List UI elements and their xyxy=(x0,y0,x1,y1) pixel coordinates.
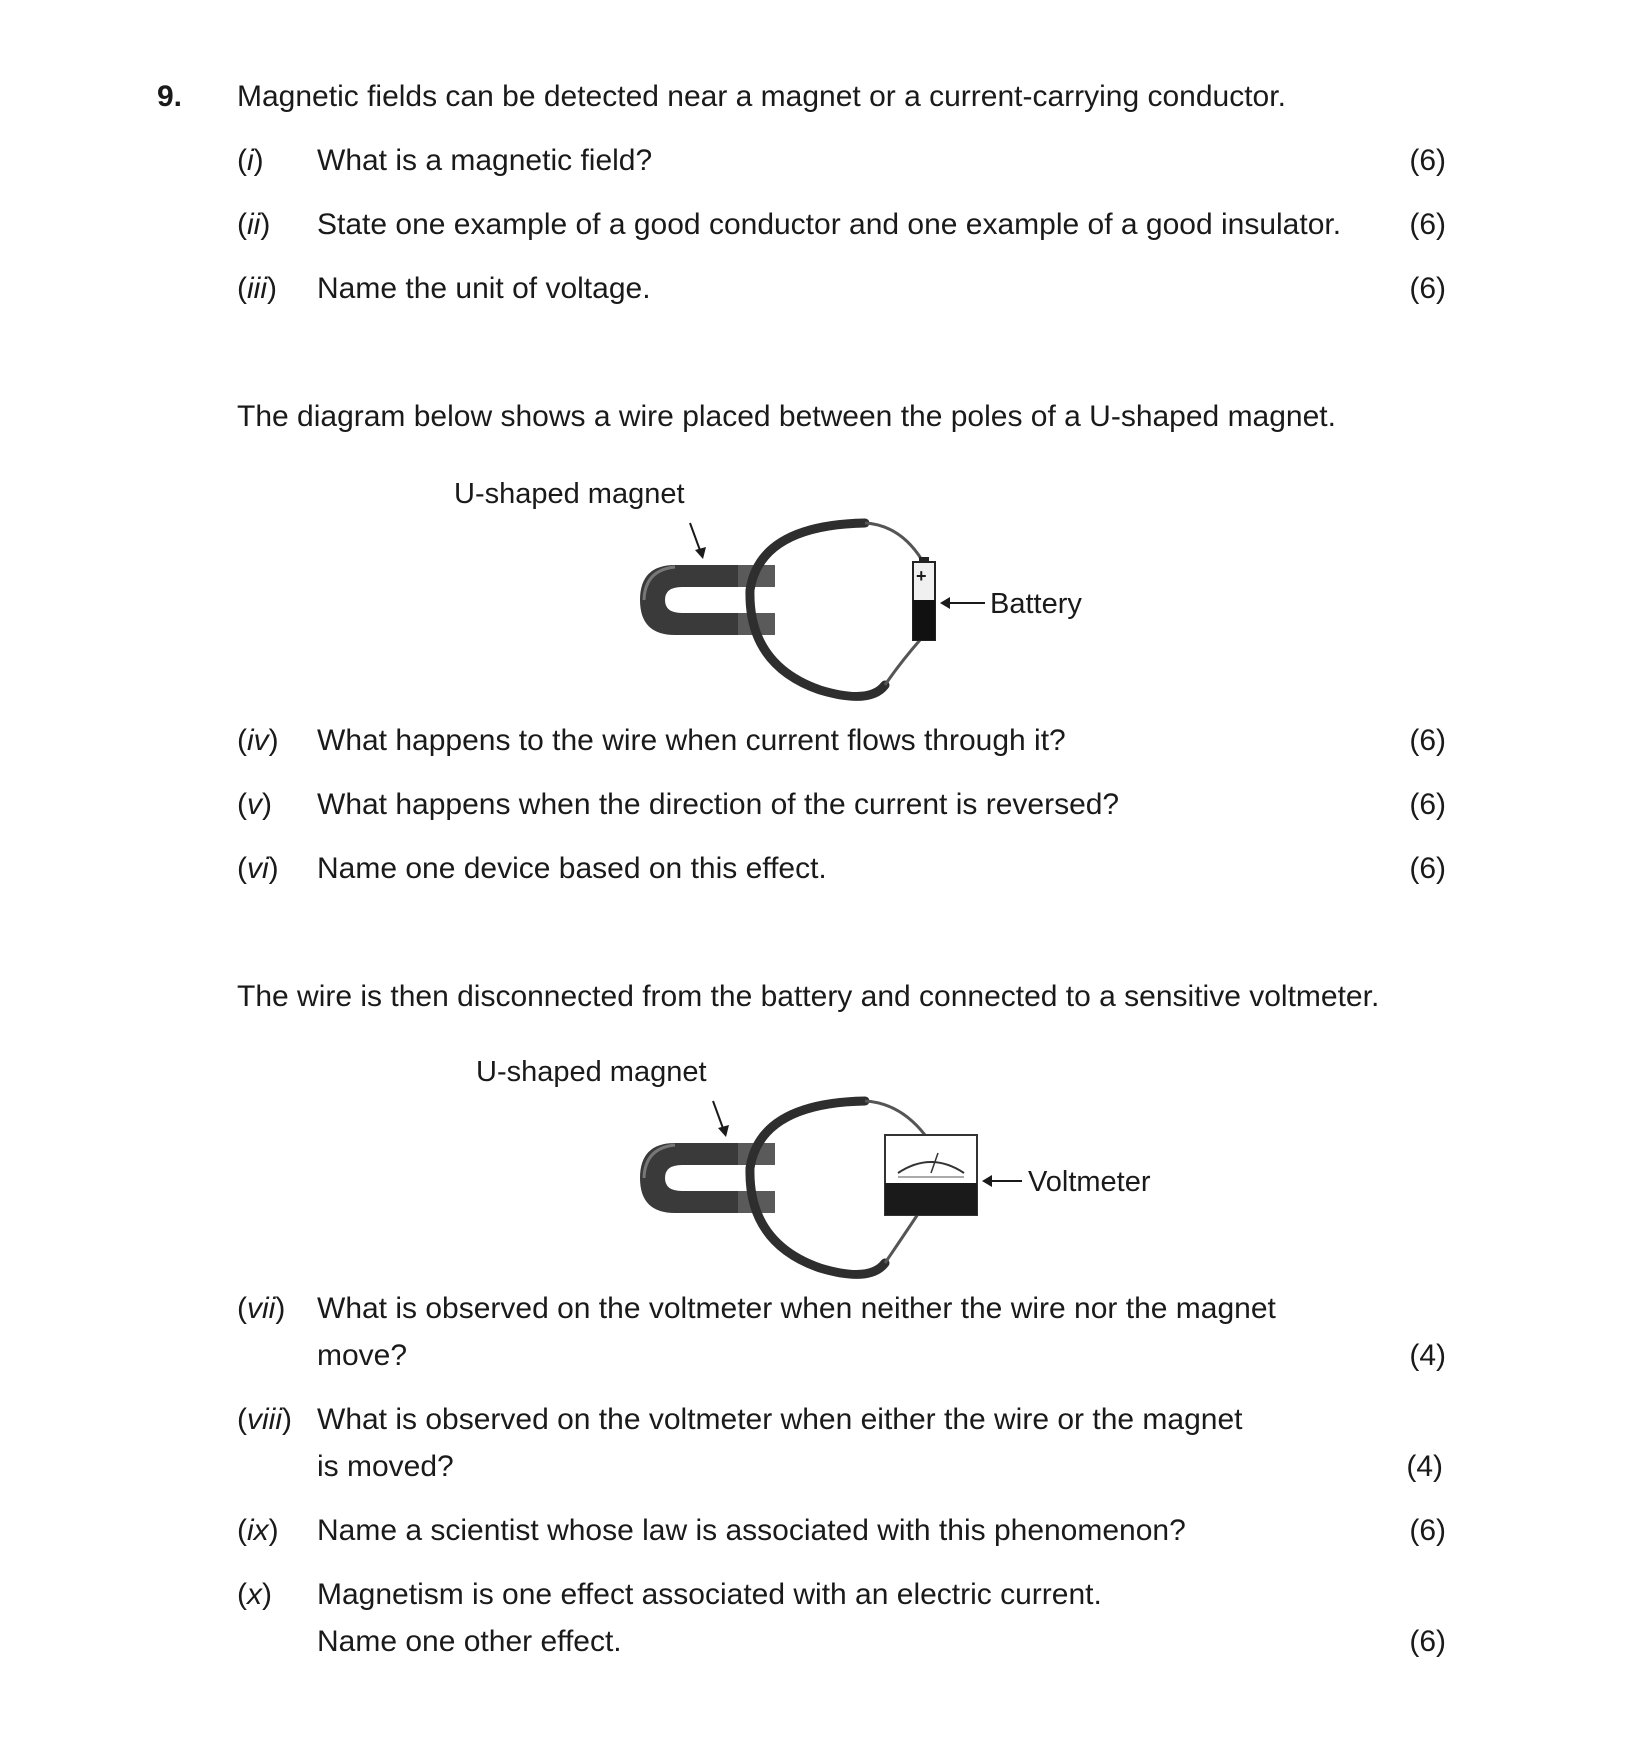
diagram2-voltmeter-label: Voltmeter xyxy=(1028,1166,1151,1198)
magnet-arrow-2 xyxy=(713,1101,724,1131)
part-text-ix: Name a scientist whose law is associated with this phenomenon? xyxy=(317,1514,1186,1547)
part-text-iii: Name the unit of voltage. xyxy=(317,272,651,305)
wire-loop-2 xyxy=(750,1101,885,1274)
part-marks-vii: (4) xyxy=(1409,1339,1446,1372)
part-text-vii-line2: move? xyxy=(317,1339,408,1372)
magnet-arrow xyxy=(690,523,701,553)
part-text-i: What is a magnetic field? xyxy=(317,144,653,177)
part-text-ii: State one example of a good conductor and one example of a good insulator. xyxy=(317,208,1342,241)
part-label-vii: (vii) xyxy=(237,1292,286,1325)
question-number: 9. xyxy=(157,80,183,113)
voltmeter-arrow-head xyxy=(982,1175,992,1187)
part-label-vi: (vi) xyxy=(237,852,279,885)
part-text-vii-line1: What is observed on the voltmeter when neither the wire nor the magnet xyxy=(317,1292,1276,1325)
part-marks-ii: (6) xyxy=(1409,208,1446,241)
diagram1-figure xyxy=(620,515,1140,715)
magnet-arrow-head-2 xyxy=(718,1125,729,1137)
diagram2-figure xyxy=(620,1093,1140,1293)
part-label-iv: (iv) xyxy=(237,724,279,757)
part-text-v: What happens when the direction of the current is reversed? xyxy=(317,788,1120,821)
part-marks-i: (6) xyxy=(1409,144,1446,177)
wire-lead-bottom-2 xyxy=(885,1211,920,1263)
part-label-ii: (ii) xyxy=(237,208,271,241)
voltmeter xyxy=(885,1135,977,1215)
part-marks-viii: (4) xyxy=(1406,1450,1443,1483)
part-text-x-line2: Name one other effect. xyxy=(317,1625,622,1658)
part-marks-x: (6) xyxy=(1409,1625,1446,1658)
part-label-iii: (iii) xyxy=(237,272,277,305)
part-text-viii-line2: is moved? xyxy=(317,1450,454,1483)
wire-lead-top-2 xyxy=(865,1101,925,1135)
question-intro: Magnetic fields can be detected near a magnet or a current-carrying conductor. xyxy=(237,80,1286,113)
part-marks-iv: (6) xyxy=(1409,724,1446,757)
part-text-viii-line1: What is observed on the voltmeter when either the wire or the magnet xyxy=(317,1403,1243,1436)
wire-lead-bottom xyxy=(885,640,920,685)
diagram2-magnet-label: U-shaped magnet xyxy=(476,1056,707,1088)
part-label-i: (i) xyxy=(237,144,264,177)
battery-plus-sign: + xyxy=(916,566,927,586)
part-label-x: (x) xyxy=(237,1578,272,1611)
battery-arrow-head xyxy=(940,597,950,609)
diagram2-caption: The wire is then disconnected from the battery and connected to a sensitive voltmeter. xyxy=(237,980,1380,1013)
part-text-iv: What happens to the wire when current flows through it? xyxy=(317,724,1066,757)
magnet-arrow-head xyxy=(695,547,706,559)
diagram1-magnet-label: U-shaped magnet xyxy=(454,478,685,510)
diagram1-caption: The diagram below shows a wire placed between the poles of a U-shaped magnet. xyxy=(237,400,1336,433)
part-marks-vi: (6) xyxy=(1409,852,1446,885)
part-label-viii: (viii) xyxy=(237,1403,292,1436)
part-marks-iii: (6) xyxy=(1409,272,1446,305)
wire-lead-top xyxy=(865,523,922,560)
part-marks-v: (6) xyxy=(1409,788,1446,821)
part-text-vi: Name one device based on this effect. xyxy=(317,852,827,885)
part-text-x-line1: Magnetism is one effect associated with an electric current. xyxy=(317,1578,1102,1611)
diagram1-battery-label: Battery xyxy=(990,588,1082,620)
part-label-v: (v) xyxy=(237,788,272,821)
part-marks-ix: (6) xyxy=(1409,1514,1446,1547)
part-label-ix: (ix) xyxy=(237,1514,279,1547)
wire-loop xyxy=(750,523,885,696)
